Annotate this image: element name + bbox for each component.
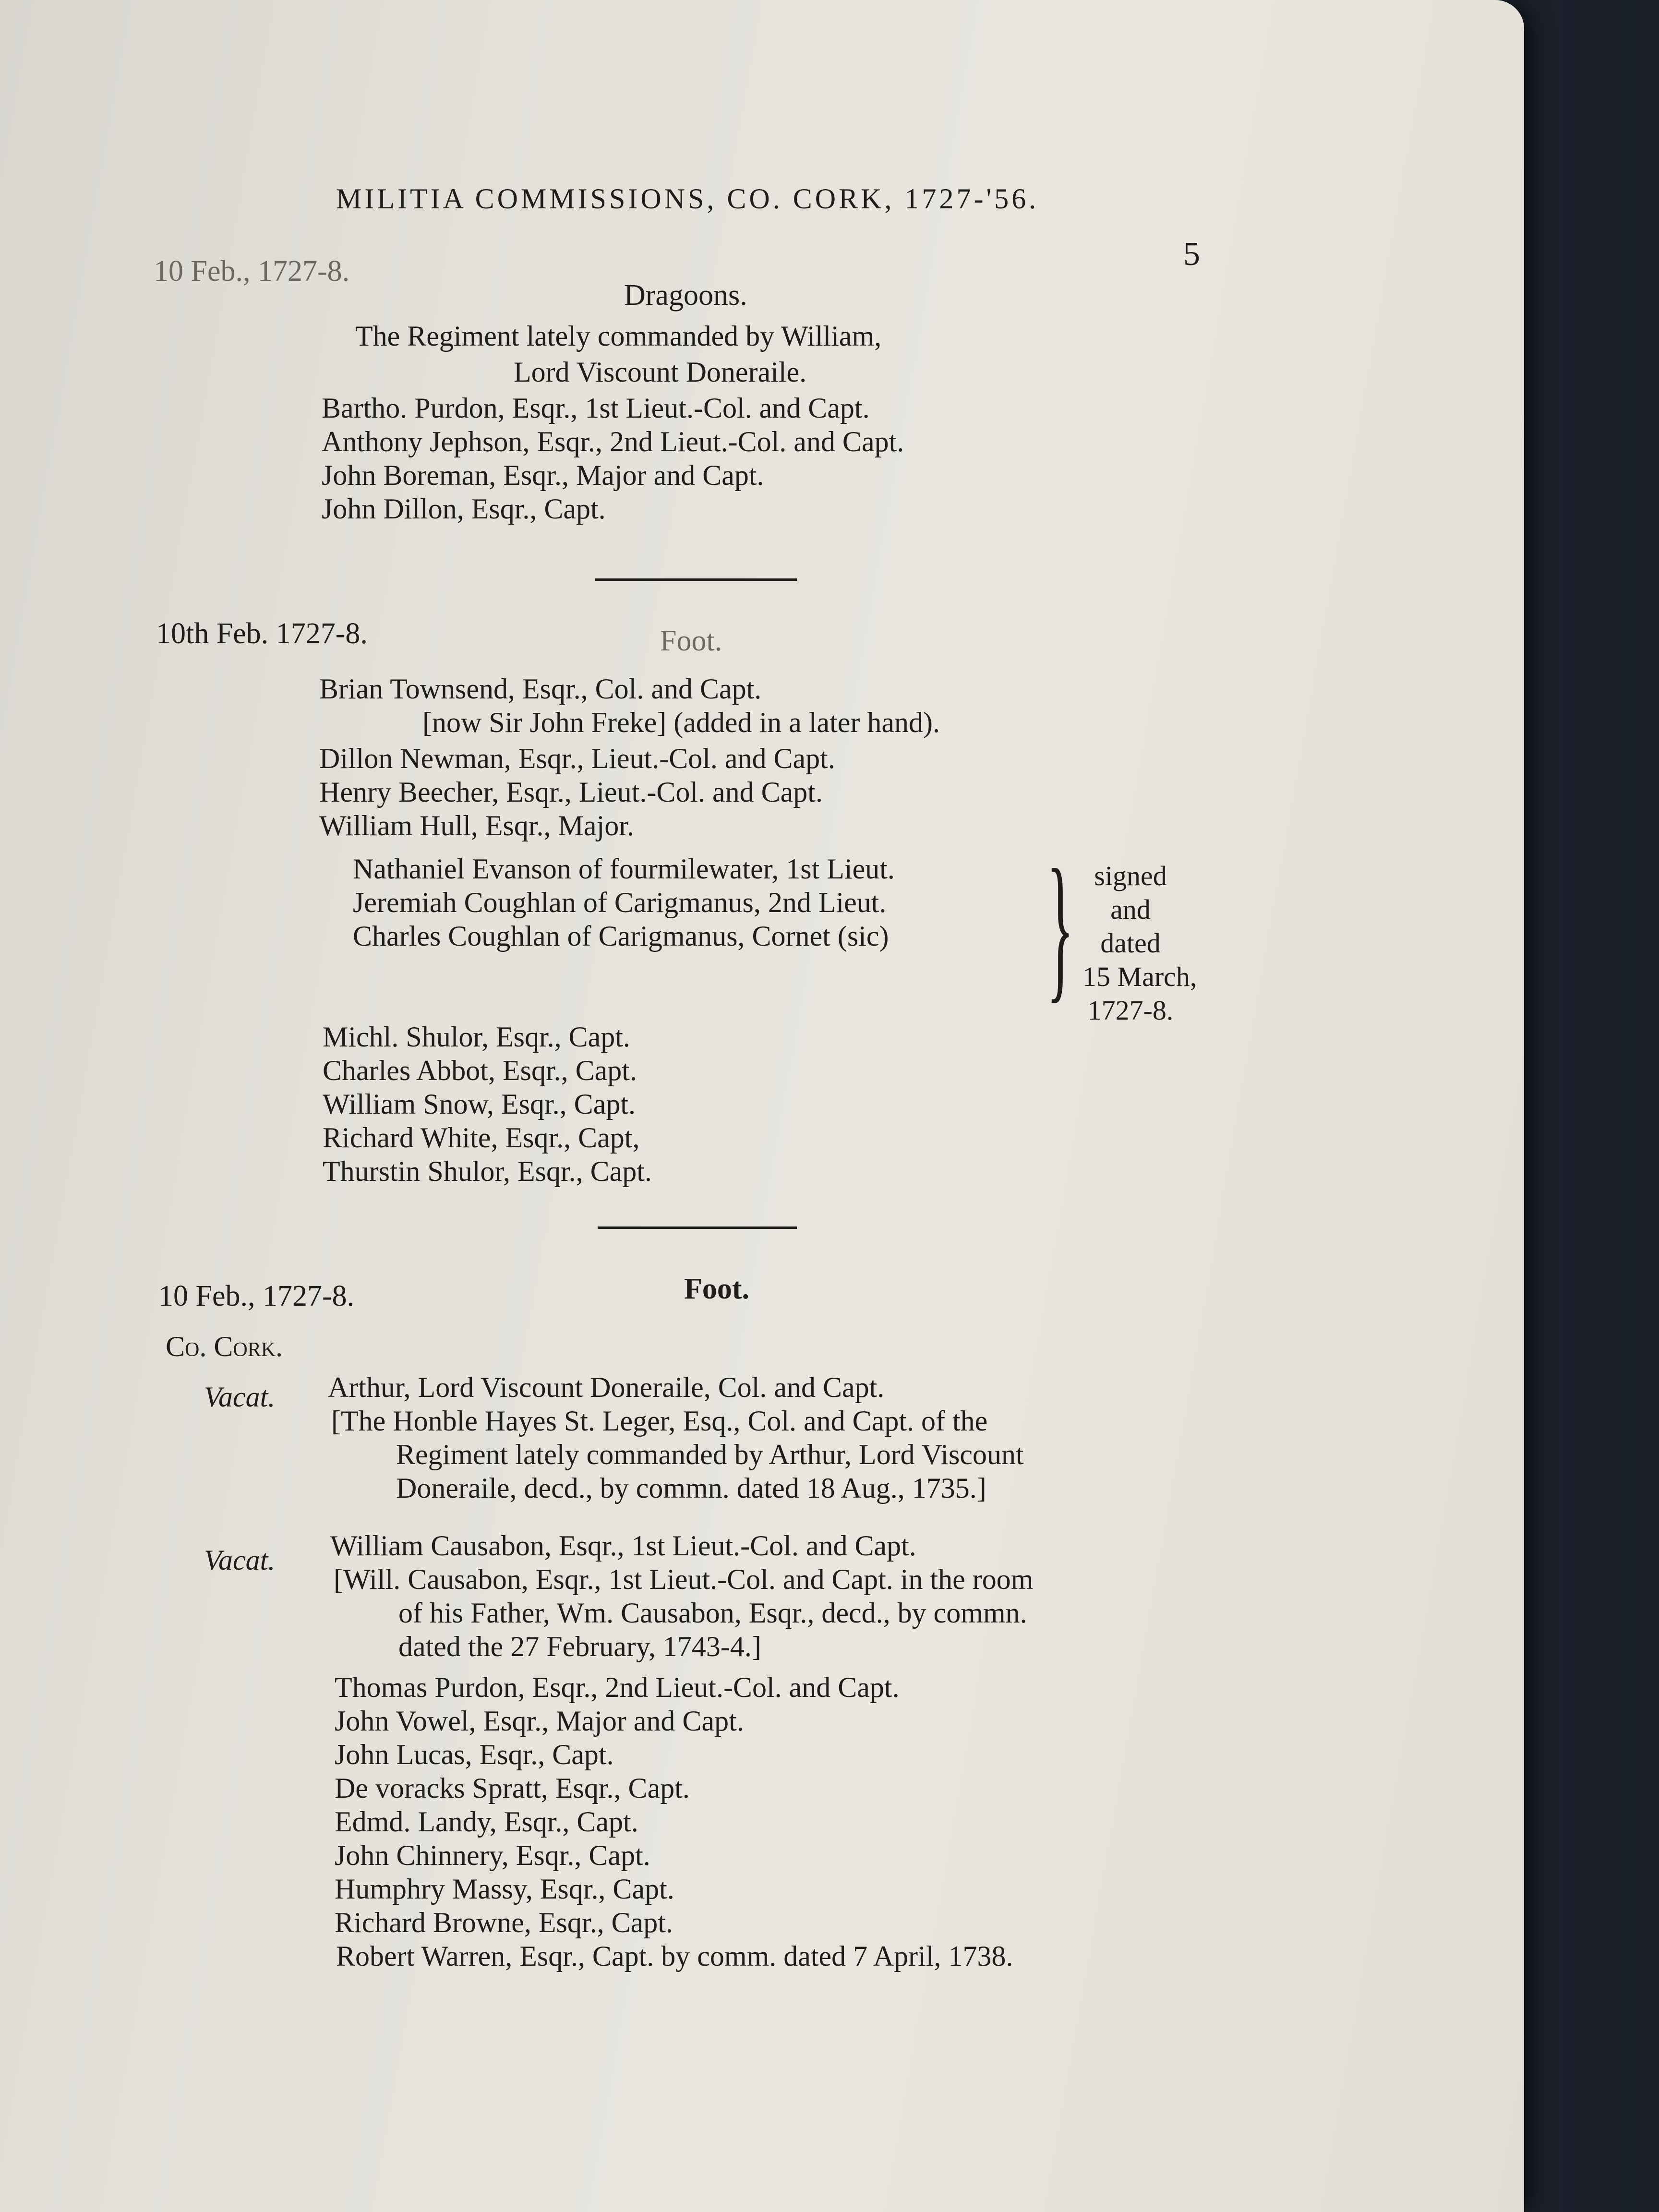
section2-line: Henry Beecher, Esqr., Lieut.-Col. and Capt. [319,776,823,808]
section2-line: William Hull, Esqr., Major. [319,810,634,842]
section3-date: 10 Feb., 1727-8. [158,1280,355,1312]
vacat-label: Vacat. [204,1381,276,1413]
section1-heading: Dragoons. [624,279,747,312]
group-note-line: 15 March, [1082,961,1197,992]
section3-line: Humphry Massy, Esqr., Capt. [335,1873,674,1905]
group-note-line: 1727-8. [1087,995,1174,1026]
entry1-line: Regiment lately commanded by Arthur, Lord Viscount [396,1439,1024,1470]
section2-date: 10th Feb. 1727-8. [156,617,368,650]
group-line: Charles Coughlan of Carigmanus, Cornet (sic) [353,920,889,952]
section2-line: Dillon Newman, Esqr., Lieut.-Col. and Capt. [319,743,835,774]
entry1-line: Doneraile, decd., by commn. dated 18 Aug., 1735.] [396,1472,986,1504]
entry2-line: [Will. Causabon, Esqr., 1st Lieut.-Col. and Capt. in the room [334,1563,1034,1595]
entry2-line: of his Father, Wm. Causabon, Esqr., decd., by commn. [398,1597,1027,1629]
section3-heading: Foot. [684,1273,750,1305]
section2-line: William Snow, Esqr., Capt. [323,1088,636,1120]
section1-line: The Regiment lately commanded by William, [355,320,882,352]
group-note-line: dated [1100,927,1161,959]
section3-line: Thomas Purdon, Esqr., 2nd Lieut.-Col. and Capt. [335,1671,900,1703]
section3-line: John Chinnery, Esqr., Capt. [335,1839,650,1871]
section1-line: Bartho. Purdon, Esqr., 1st Lieut.-Col. and Capt. [322,392,870,424]
section2-line: Brian Townsend, Esqr., Col. and Capt. [319,673,762,705]
section2-line: Charles Abbot, Esqr., Capt. [323,1055,637,1086]
section2-line: Richard White, Esqr., Capt, [323,1122,640,1154]
entry1-line: Arthur, Lord Viscount Doneraile, Col. and Capt. [328,1371,885,1403]
section3-line: Robert Warren, Esqr., Capt. by comm. dated 7 April, 1738. [336,1940,1013,1972]
group-line: Jeremiah Coughlan of Carigmanus, 2nd Lieut. [353,887,887,918]
group-line: Nathaniel Evanson of fourmilewater, 1st Lieut. [353,853,895,885]
entry2-line: William Causabon, Esqr., 1st Lieut.-Col. and Capt. [330,1530,916,1562]
group-note-line: and [1110,894,1151,925]
section-divider [598,1226,797,1229]
curly-brace: } [1046,836,1074,1017]
vacat-label: Vacat. [204,1544,276,1576]
section3-line: Richard Browne, Esqr., Capt. [335,1907,673,1938]
section3-line: Edmd. Landy, Esqr., Capt. [335,1806,638,1838]
section2-line: Michl. Shulor, Esqr., Capt. [323,1021,630,1053]
section1-line: John Dillon, Esqr., Capt. [322,493,606,525]
section1-line: Anthony Jephson, Esqr., 2nd Lieut.-Col. and Capt. [322,426,904,457]
county-label: Co. Cork. [166,1331,283,1362]
group-note [1082,859,1197,1027]
section1-date: 10 Feb., 1727-8. [154,255,350,288]
entry1-line: [The Honble Hayes St. Leger, Esq., Col. and Capt. of the [331,1405,988,1437]
section3-line: De voracks Spratt, Esqr., Capt. [335,1772,690,1804]
page-number: 5 [1183,236,1200,273]
section2-line: Thurstin Shulor, Esqr., Capt. [323,1155,652,1187]
section3-line: John Lucas, Esqr., Capt. [335,1739,614,1770]
section2-line: [now Sir John Freke] (added in a later hand). [422,707,940,738]
section1-line: Lord Viscount Doneraile. [514,356,807,388]
running-header: MILITIA COMMISSIONS, CO. CORK, 1727-'56. [336,183,1039,215]
entry2-line: dated the 27 February, 1743-4.] [398,1631,761,1662]
group-note-line: signed [1094,860,1167,891]
section-divider [595,578,797,581]
section2-heading: Foot. [660,625,722,657]
section1-line: John Boreman, Esqr., Major and Capt. [322,459,764,491]
section3-line: John Vowel, Esqr., Major and Capt. [335,1705,744,1737]
